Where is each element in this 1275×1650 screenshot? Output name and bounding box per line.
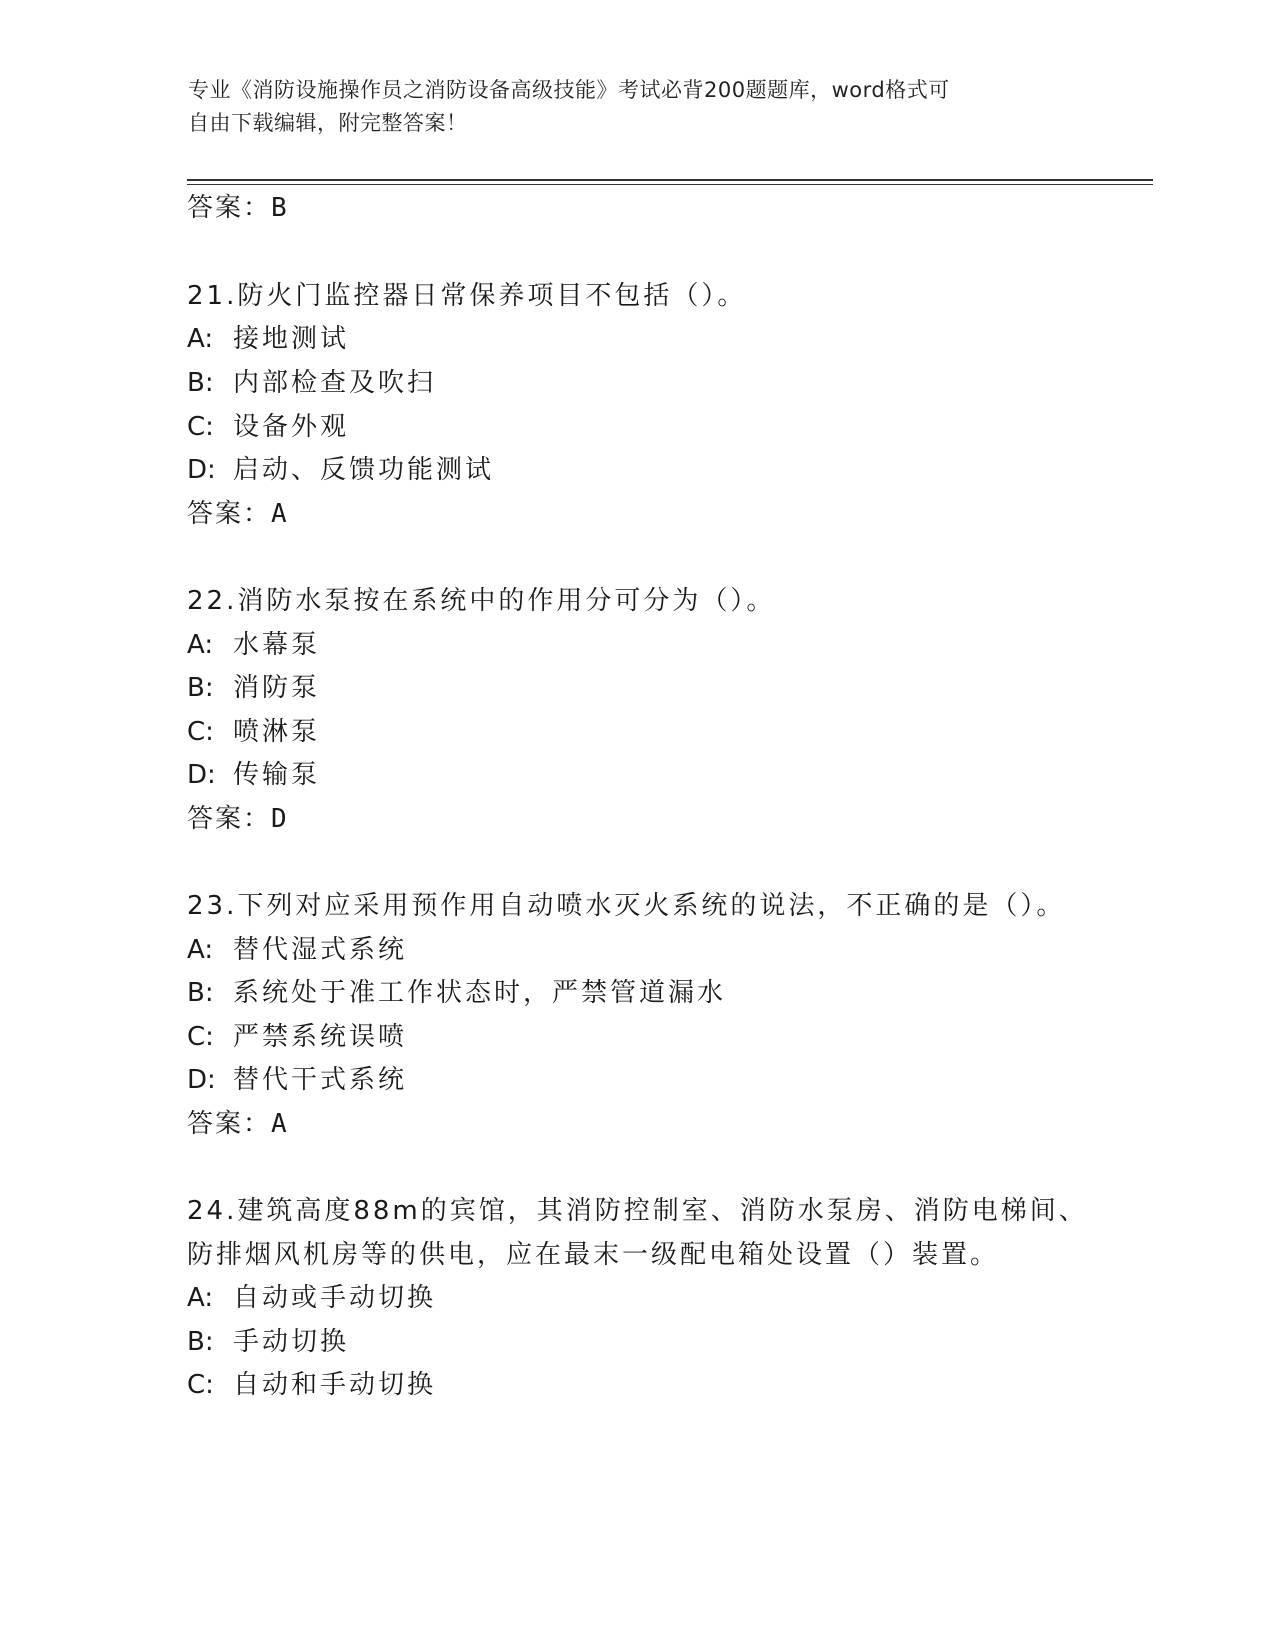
question-22-option-b (187, 671, 320, 705)
question-24-option-a (187, 1281, 436, 1315)
option-text: 设备外观 (233, 412, 350, 442)
question-23-option-c (187, 1020, 407, 1054)
option-letter: D: (187, 1065, 216, 1095)
header-divider-thin (187, 184, 1153, 185)
option-text: 自动或手动切换 (233, 1283, 437, 1313)
option-text: 替代湿式系统 (233, 935, 408, 965)
option-letter: D: (187, 455, 216, 485)
option-letter: B: (187, 673, 214, 703)
option-text: 启动、反馈功能测试 (233, 455, 495, 485)
question-22-stem: 22.消防水泵按在系统中的作用分可分为（）。 (187, 586, 776, 616)
option-letter: D: (187, 760, 216, 790)
option-letter: A: (187, 630, 214, 660)
option-text: 系统处于准工作状态时，严禁管道漏水 (233, 978, 727, 1008)
question-23-stem: 23.下列对应采用预作用自动喷水灭火系统的说法，不正确的是（）。 (187, 891, 1066, 921)
option-letter: B: (187, 368, 214, 398)
answer-q22: 答案：D (187, 804, 289, 834)
option-text: 自动和手动切换 (233, 1370, 437, 1400)
question-23-option-b (187, 976, 726, 1010)
header-line-2: 自由下载编辑，附完整答案！ (188, 111, 468, 135)
question-24-option-c (187, 1368, 436, 1402)
option-letter: A: (187, 324, 214, 354)
option-text: 传输泵 (233, 760, 321, 790)
option-text: 接地测试 (233, 324, 350, 354)
option-letter: C: (187, 412, 214, 442)
question-22-option-a (187, 628, 320, 662)
option-letter: A: (187, 935, 214, 965)
header-line-1: 专业《消防设施操作员之消防设备高级技能》考试必背200题题库，word格式可 (188, 78, 950, 102)
option-letter: B: (187, 978, 214, 1008)
option-text: 内部检查及吹扫 (233, 368, 437, 398)
question-21-option-a (187, 322, 349, 356)
question-23-option-a (187, 933, 407, 967)
header-divider-thick (187, 179, 1153, 181)
question-24-stem-line-2: 防排烟风机房等的供电，应在最末一级配电箱处设置（）装置。 (187, 1240, 1000, 1270)
question-24-option-b (187, 1325, 349, 1359)
question-21-option-d (187, 453, 494, 487)
question-21-stem: 21.防火门监控器日常保养项目不包括（）。 (187, 281, 747, 311)
option-text: 消防泵 (233, 673, 321, 703)
question-21-option-c (187, 410, 349, 444)
question-23-option-d (187, 1063, 407, 1097)
question-22-option-d (187, 758, 320, 792)
option-text: 严禁系统误喷 (233, 1022, 408, 1052)
option-text: 手动切换 (233, 1327, 350, 1357)
answer-q23: 答案：A (187, 1109, 289, 1139)
option-text: 水幕泵 (233, 630, 321, 660)
question-22-option-c (187, 715, 320, 749)
option-letter: A: (187, 1283, 214, 1313)
option-text: 替代干式系统 (233, 1065, 408, 1095)
option-text: 喷淋泵 (233, 717, 321, 747)
option-letter: C: (187, 717, 214, 747)
option-letter: C: (187, 1022, 214, 1052)
question-21-option-b (187, 366, 436, 400)
option-letter: C: (187, 1370, 214, 1400)
answer-q21: 答案：A (187, 499, 289, 529)
answer-q20: 答案：B (187, 193, 289, 223)
question-24-stem-line-1: 24.建筑高度88m的宾馆，其消防控制室、消防水泵房、消防电梯间、 (187, 1196, 1088, 1226)
document-header (188, 74, 1068, 140)
option-letter: B: (187, 1327, 214, 1357)
